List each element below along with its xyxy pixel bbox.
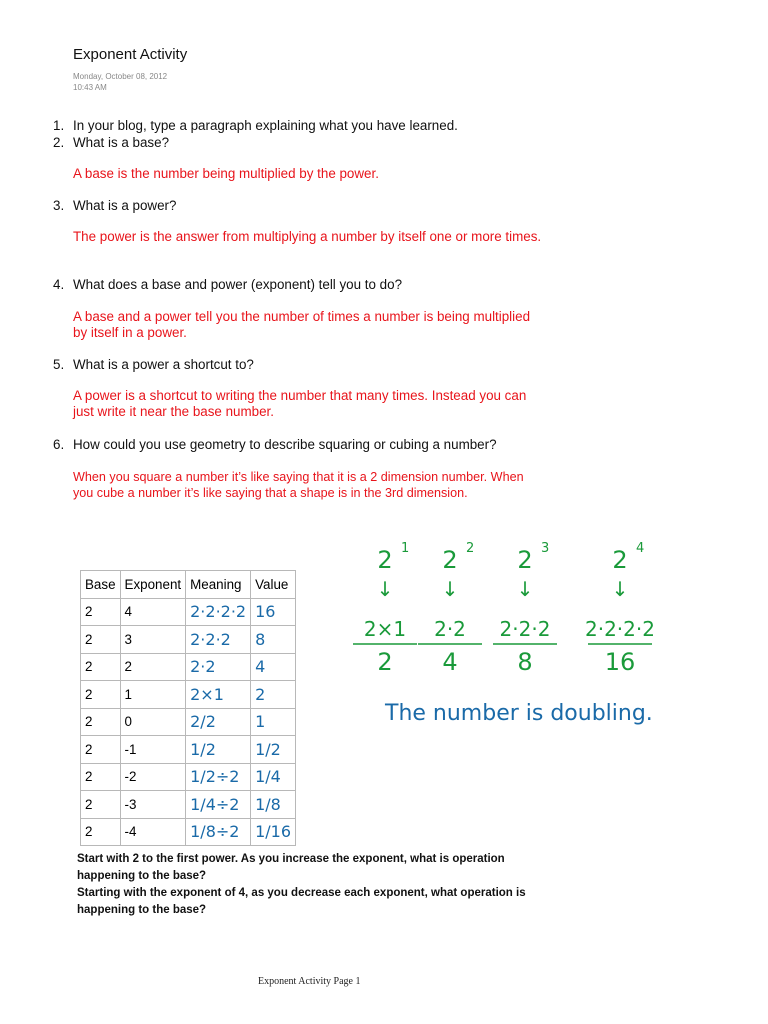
answer-3: The power is the answer from multiplying a number by itself one or more times. bbox=[73, 229, 542, 244]
power-exponent: 3 bbox=[541, 541, 550, 556]
table-row bbox=[81, 791, 296, 819]
table-header-row bbox=[81, 571, 296, 599]
cell-exponent: -3 bbox=[120, 791, 186, 819]
followup-questions bbox=[77, 851, 557, 919]
answer-5: A power is a shortcut to writing the number that many times. Instead you can just write it near the base number. bbox=[73, 388, 527, 419]
cell-value: 1/8 bbox=[251, 791, 296, 819]
down-arrow-icon: ↓ bbox=[611, 577, 629, 601]
followup-2: Starting with the exponent of 4, as you decrease each exponent, what operation is happening to the base? bbox=[77, 887, 526, 916]
table-row bbox=[81, 681, 296, 709]
cell-base: 2 bbox=[81, 763, 121, 791]
cell-value: 2 bbox=[251, 681, 296, 709]
header-exponent: Exponent bbox=[120, 571, 186, 599]
power-base: 2 bbox=[442, 546, 458, 574]
cell-value: 4 bbox=[251, 653, 296, 681]
followup-1: Start with 2 to the first power. As you increase the exponent, what is operation happening to the base? bbox=[77, 853, 505, 882]
power-value: 2 bbox=[377, 648, 393, 676]
cell-exponent: -4 bbox=[120, 818, 186, 846]
cell-value: 1/4 bbox=[251, 763, 296, 791]
down-arrow-icon: ↓ bbox=[441, 577, 459, 601]
cell-meaning: 2/2 bbox=[186, 708, 251, 736]
cell-exponent: -2 bbox=[120, 763, 186, 791]
cell-base: 2 bbox=[81, 653, 121, 681]
date-text: Monday, October 08, 2012 bbox=[73, 72, 168, 81]
cell-meaning: 1/2÷2 bbox=[186, 763, 251, 791]
cell-meaning: 2·2·2 bbox=[186, 626, 251, 654]
cell-base: 2 bbox=[81, 818, 121, 846]
cell-value: 1/16 bbox=[251, 818, 296, 846]
page-date bbox=[73, 71, 167, 93]
power-exponent: 4 bbox=[636, 541, 645, 556]
cell-exponent: 4 bbox=[120, 598, 186, 626]
table-row bbox=[81, 708, 296, 736]
table-row bbox=[81, 763, 296, 791]
cell-value: 8 bbox=[251, 626, 296, 654]
power-expression: 2×1 bbox=[363, 617, 407, 641]
power-value: 16 bbox=[604, 648, 636, 676]
cell-base: 2 bbox=[81, 736, 121, 764]
power-base: 2 bbox=[517, 546, 533, 574]
question-1: 1. In your blog, type a paragraph explaining what you have learned. bbox=[53, 118, 458, 133]
exponent-table bbox=[80, 570, 296, 846]
cell-value: 16 bbox=[251, 598, 296, 626]
table-row bbox=[81, 626, 296, 654]
cell-value: 1/2 bbox=[251, 736, 296, 764]
question-6: 6. How could you use geometry to describe squaring or cubing a number? bbox=[53, 437, 497, 452]
power-exponent: 2 bbox=[466, 541, 475, 556]
answer-6: When you square a number it’s like saying that it is a 2 dimension number. When you cube a number it’s like saying that a shape is in the 3rd dimension. bbox=[73, 470, 524, 500]
table-row bbox=[81, 653, 296, 681]
header-meaning: Meaning bbox=[186, 571, 251, 599]
doubling-diagram bbox=[350, 530, 750, 730]
question-3: 3. What is a power? bbox=[53, 198, 177, 213]
table-row bbox=[81, 736, 296, 764]
table-row bbox=[81, 598, 296, 626]
down-arrow-icon: ↓ bbox=[516, 577, 534, 601]
power-value: 8 bbox=[517, 648, 533, 676]
cell-base: 2 bbox=[81, 708, 121, 736]
cell-meaning: 2·2 bbox=[186, 653, 251, 681]
header-value: Value bbox=[251, 571, 296, 599]
answer-2: A base is the number being multiplied by the power. bbox=[73, 166, 379, 181]
header-base: Base bbox=[81, 571, 121, 599]
power-exponent: 1 bbox=[401, 541, 410, 556]
cell-exponent: 3 bbox=[120, 626, 186, 654]
cell-meaning: 1/4÷2 bbox=[186, 791, 251, 819]
cell-base: 2 bbox=[81, 681, 121, 709]
page-title: Exponent Activity bbox=[73, 46, 188, 63]
cell-base: 2 bbox=[81, 791, 121, 819]
cell-exponent: 2 bbox=[120, 653, 186, 681]
cell-exponent: -1 bbox=[120, 736, 186, 764]
cell-meaning: 2·2·2·2 bbox=[186, 598, 251, 626]
cell-exponent: 0 bbox=[120, 708, 186, 736]
down-arrow-icon: ↓ bbox=[376, 577, 394, 601]
power-expression: 2·2 bbox=[434, 617, 466, 641]
table-row bbox=[81, 818, 296, 846]
power-expression: 2·2·2 bbox=[499, 617, 551, 641]
cell-base: 2 bbox=[81, 626, 121, 654]
cell-meaning: 1/8÷2 bbox=[186, 818, 251, 846]
doubling-note: The number is doubling. bbox=[385, 701, 653, 726]
cell-meaning: 1/2 bbox=[186, 736, 251, 764]
power-base: 2 bbox=[377, 546, 393, 574]
answer-4: A base and a power tell you the number of times a number is being multiplied by itself in a power. bbox=[73, 309, 531, 340]
cell-exponent: 1 bbox=[120, 681, 186, 709]
cell-value: 1 bbox=[251, 708, 296, 736]
power-base: 2 bbox=[612, 546, 628, 574]
page-footer: Exponent Activity Page 1 bbox=[258, 976, 361, 987]
cell-meaning: 2×1 bbox=[186, 681, 251, 709]
question-4: 4. What does a base and power (exponent) tell you to do? bbox=[53, 277, 403, 292]
power-value: 4 bbox=[442, 648, 458, 676]
question-5: 5. What is a power a shortcut to? bbox=[53, 357, 254, 372]
question-2: 2. What is a base? bbox=[53, 135, 170, 150]
power-expression: 2·2·2·2 bbox=[585, 617, 655, 641]
cell-base: 2 bbox=[81, 598, 121, 626]
time-text: 10:43 AM bbox=[73, 83, 107, 92]
